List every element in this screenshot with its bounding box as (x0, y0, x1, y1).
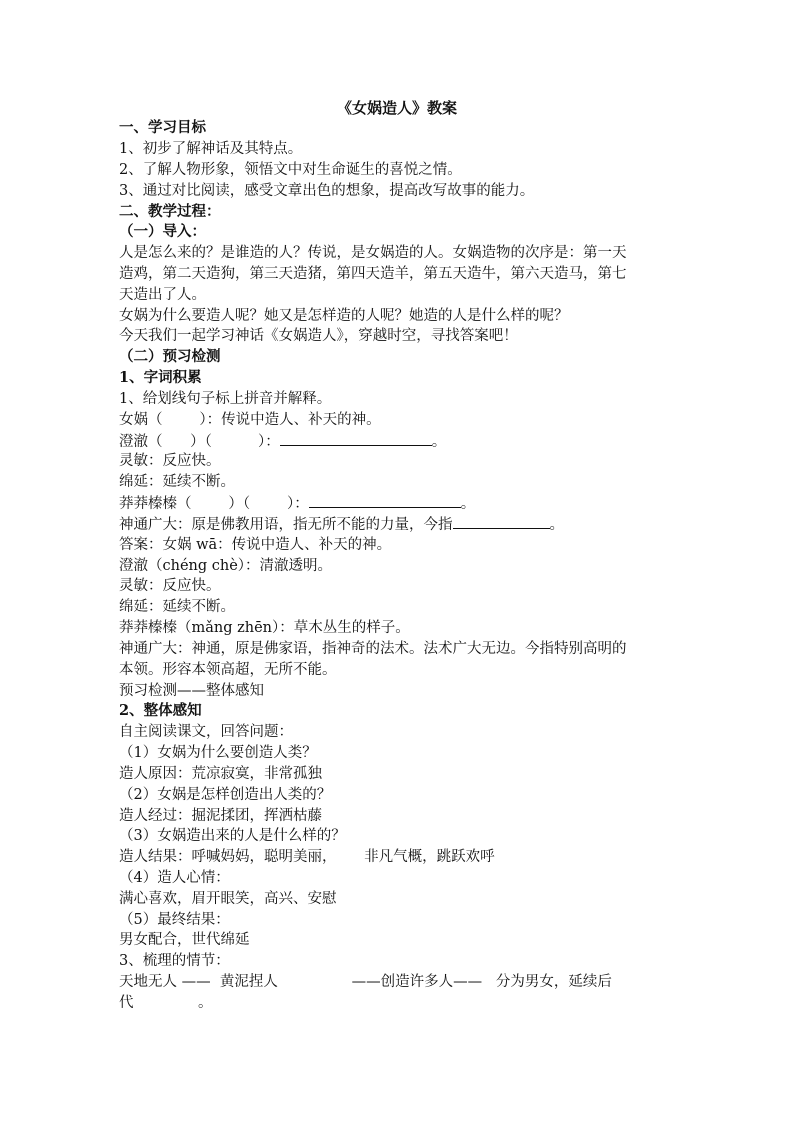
text-line: 1、给划线句子标上拼音并解释。 (119, 391, 332, 407)
text-line: 1、初步了解神话及其特点。 (119, 141, 303, 157)
text-line: 3、通过对比阅读，感受文章出色的想象，提高改写故事的能力。 (119, 183, 535, 199)
section-heading: 一、学习目标 (119, 119, 206, 136)
text-line: 灵敏：反应快。 (119, 453, 221, 469)
section-heading: 二、教学过程： (119, 203, 221, 220)
text-line: 预习检测——整体感知 (119, 683, 264, 699)
subsection-heading: （二）预习检测 (119, 348, 221, 365)
text-line: 答案：女娲 wā：传说中造人、补天的神。 (119, 537, 392, 553)
answer-blank (309, 493, 461, 508)
question-line: （3）女娲造出来的人是什么样的？ (119, 828, 346, 844)
answer-line: 满心喜欢，眉开眼笑，高兴、安慰 (119, 891, 337, 907)
text-segment: 。 (431, 434, 447, 450)
answer-line: 造人结果：呼喊妈妈，聪明美丽， 非凡气概，跳跃欢呼 (119, 849, 495, 865)
text-line: 绵延：延续不断。 (119, 599, 235, 615)
text-line: 本领。形容本领高超，无所不能。 (119, 662, 337, 678)
text-segment: 神通广大：原是佛教用语，指无所不能的力量，今指 (119, 517, 453, 533)
text-line: 天造出了人。 (119, 287, 206, 303)
plot-line: 代 。 (119, 995, 213, 1011)
text-line: 神通广大：神通，原是佛家语，指神奇的法术。法术广大无边。今指特别高明的 (119, 641, 627, 657)
page-title: 《女娲造人》教案 (336, 99, 457, 117)
plot-line: 天地无人 —— 黄泥捏人 ——创造许多人—— 分为男女，延续后 (119, 974, 612, 990)
text-line: 3、梳理的情节： (119, 953, 230, 969)
text-line: 女娲（ ）：传说中造人、补天的神。 (119, 412, 381, 428)
answer-line: 男女配合，世代绵延 (119, 932, 250, 948)
subsection-heading: 1、字词积累 (119, 369, 202, 386)
fill-blank-line (119, 493, 475, 514)
fill-blank-line (119, 431, 446, 452)
subsection-heading: （一）导入： (119, 223, 206, 240)
answer-blank (453, 514, 550, 529)
text-line: 灵敏：反应快。 (119, 578, 221, 594)
answer-line: 造人经过：掘泥揉团，挥洒枯藤 (119, 808, 322, 824)
answer-blank (280, 431, 432, 446)
question-line: （4）造人心情： (119, 870, 230, 886)
question-line: （1）女娲为什么要创造人类？ (119, 745, 317, 761)
text-line: 莽莽榛榛（mǎng zhēn）：草木丛生的样子。 (119, 620, 410, 636)
text-segment: 。 (460, 496, 476, 512)
text-line: 自主阅读课文，回答问题： (119, 724, 293, 740)
question-line: （2）女娲是怎样创造出人类的？ (119, 787, 332, 803)
text-line: 今天我们一起学习神话《女娲造人》，穿越时空，寻找答案吧！ (119, 328, 518, 344)
text-segment: 澄澈（ ）（ ）： (119, 434, 280, 450)
text-segment: 。 (549, 517, 564, 533)
text-line: 女娲为什么要造人呢？她又是怎样造的人呢？她造的人是什么样的呢？ (119, 308, 569, 324)
answer-line: 造人原因：荒凉寂寞，非常孤独 (119, 766, 322, 782)
text-line: 澄澈（chéng chè）：清澈透明。 (119, 558, 333, 574)
fill-blank-line (119, 514, 564, 535)
text-line: 造鸡，第二天造狗，第三天造猪，第四天造羊，第五天造牛，第六天造马，第七 (119, 266, 627, 282)
text-line: 人是怎么来的？是谁造的人？传说，是女娲造的人。女娲造物的次序是：第一天 (119, 245, 627, 261)
text-segment: 莽莽榛榛（ ）（ ）： (119, 496, 309, 512)
text-line: 2、了解人物形象，领悟文中对生命诞生的喜悦之情。 (119, 162, 462, 178)
text-line: 绵延：延续不断。 (119, 474, 235, 490)
subsection-heading: 2、整体感知 (119, 702, 202, 719)
question-line: （5）最终结果： (119, 912, 230, 928)
